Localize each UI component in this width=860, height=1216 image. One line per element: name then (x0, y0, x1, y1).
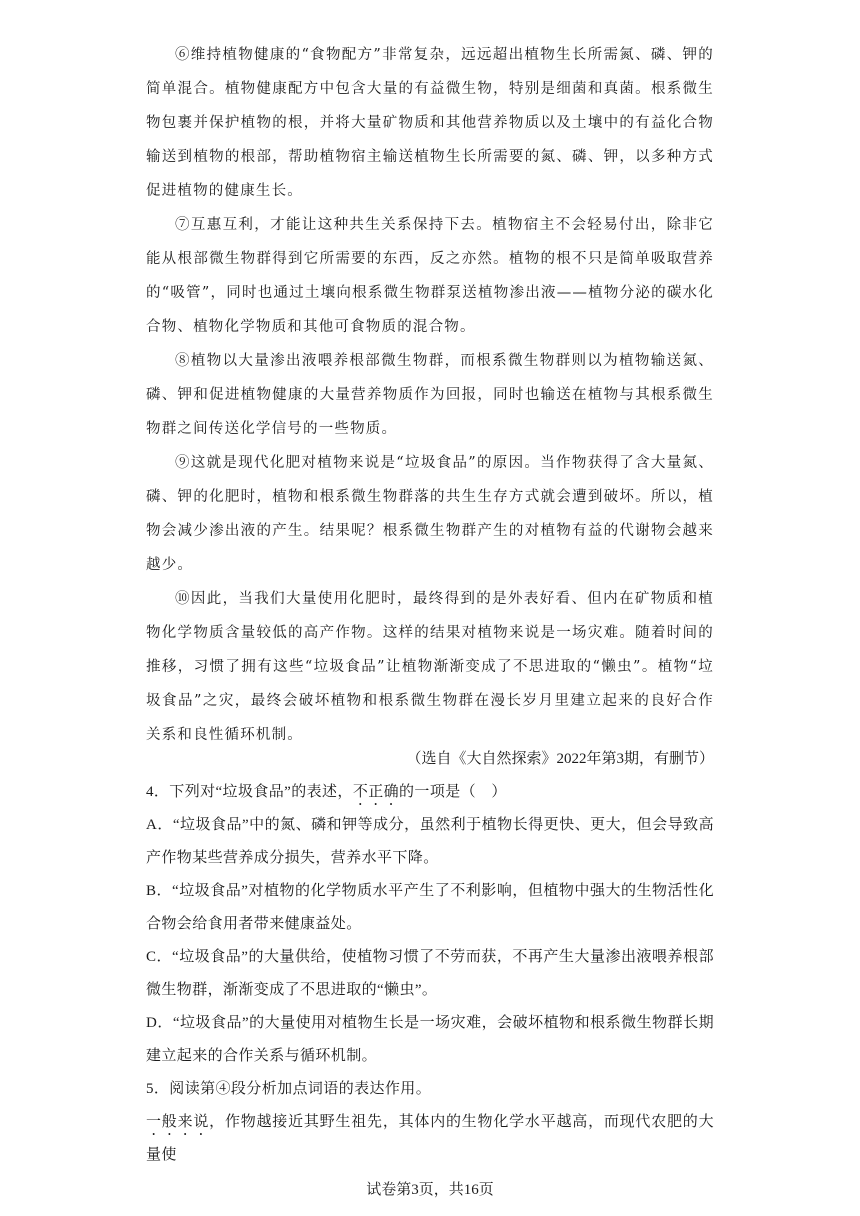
question-4-stem (146, 776, 714, 809)
question-4-option-a: A．“垃圾食品”中的氮、磷和钾等成分，虽然利于植物长得更快、更大，但会导致高产作物某些营养成分损失，营养水平下降。 (146, 817, 714, 866)
question-4-stem-before: 4．下列对“垃圾食品”的表述， (146, 784, 353, 800)
reading-passage (146, 38, 714, 752)
question-5-emphasis: 一般来说 (146, 1114, 210, 1130)
question-4-option-d: D．“垃圾食品”的大量使用对植物生长是一场灾难，会破坏植物和根系微生物群长期建立起来的合作关系与循环机制。 (146, 1015, 714, 1064)
paragraph-10: ⑩因此，当我们大量使用化肥时，最终得到的是外表好看、但内在矿物质和植物化学物质含量较低的高产作物。这样的结果对植物来说是一场灾难。随着时间的推移，习惯了拥有这些“垃圾食品”让植物渐渐变成了不思进取的“懒虫”。植物“垃圾食品”之灾，最终会破坏植物和根系微生物群在漫长岁月里建立起来的良好合作关系和良性循环机制。 (146, 591, 714, 743)
questions-section (146, 776, 714, 1172)
question-4-stem-after: 的一项是（ ） (399, 784, 507, 800)
paragraph-7: ⑦互惠互利，才能让这种共生关系保持下去。植物宿主不会轻易付出，除非它能从根部微生物群得到它所需要的东西，反之亦然。植物的根不只是简单吸取营养的“吸管”，同时也通过土壤向根系微生物群泵送植物渗出液——植物分泌的碳水化合物、植物化学物质和其他可食物质的混合物。 (146, 217, 714, 335)
paragraph-6: ⑥维持植物健康的“食物配方”非常复杂，远远超出植物生长所需氮、磷、钾的简单混合。植物健康配方中包含大量的有益微生物，特别是细菌和真菌。根系微生物包裹并保护植物的根，并将大量矿物质和其他营养物质以及土壤中的有益化合物输送到植物的根部，帮助植物宿主输送植物生长所需要的氮、磷、钾，以多种方式促进植物的健康生长。 (146, 47, 714, 199)
question-4-option-b: B．“垃圾食品”对植物的化学物质水平产生了不利影响，但植物中强大的生物活性化合物会给食用者带来健康益处。 (146, 883, 714, 932)
question-5-stem: 5．阅读第④段分析加点词语的表达作用。 (146, 1081, 432, 1097)
page-footer: 试卷第3页，共16页 (366, 1182, 494, 1198)
question-5-quote-rest: ，作物越接近其野生祖先，其体内的生物化学水平越高，而现代农肥的大量使 (146, 1114, 714, 1163)
paragraph-8: ⑧植物以大量渗出液喂养根部微生物群，而根系微生物群则以为植物输送氮、磷、钾和促进植物健康的大量营养物质作为回报，同时也输送在植物与其根系微生物群之间传送化学信号的一些物质。 (146, 353, 714, 437)
source-citation: （选自《大自然探索》2022年第3期，有删节） (406, 751, 714, 767)
question-4-emphasis: 不正确 (352, 784, 400, 800)
paragraph-9: ⑨这就是现代化肥对植物来说是“垃圾食品”的原因。当作物获得了含大量氮、磷、钾的化肥时，植物和根系微生物群落的共生生存方式就会遭到破坏。所以，植物会减少渗出液的产生。结果呢？根系微生物群产生的对植物有益的代谢物会越来越少。 (146, 455, 714, 573)
question-4-option-c: C．“垃圾食品”的大量供给，使植物习惯了不劳而获，不再产生大量渗出液喂养根部微生物群，渐渐变成了不思进取的“懒虫”。 (146, 949, 714, 998)
question-5-quote (146, 1106, 714, 1172)
